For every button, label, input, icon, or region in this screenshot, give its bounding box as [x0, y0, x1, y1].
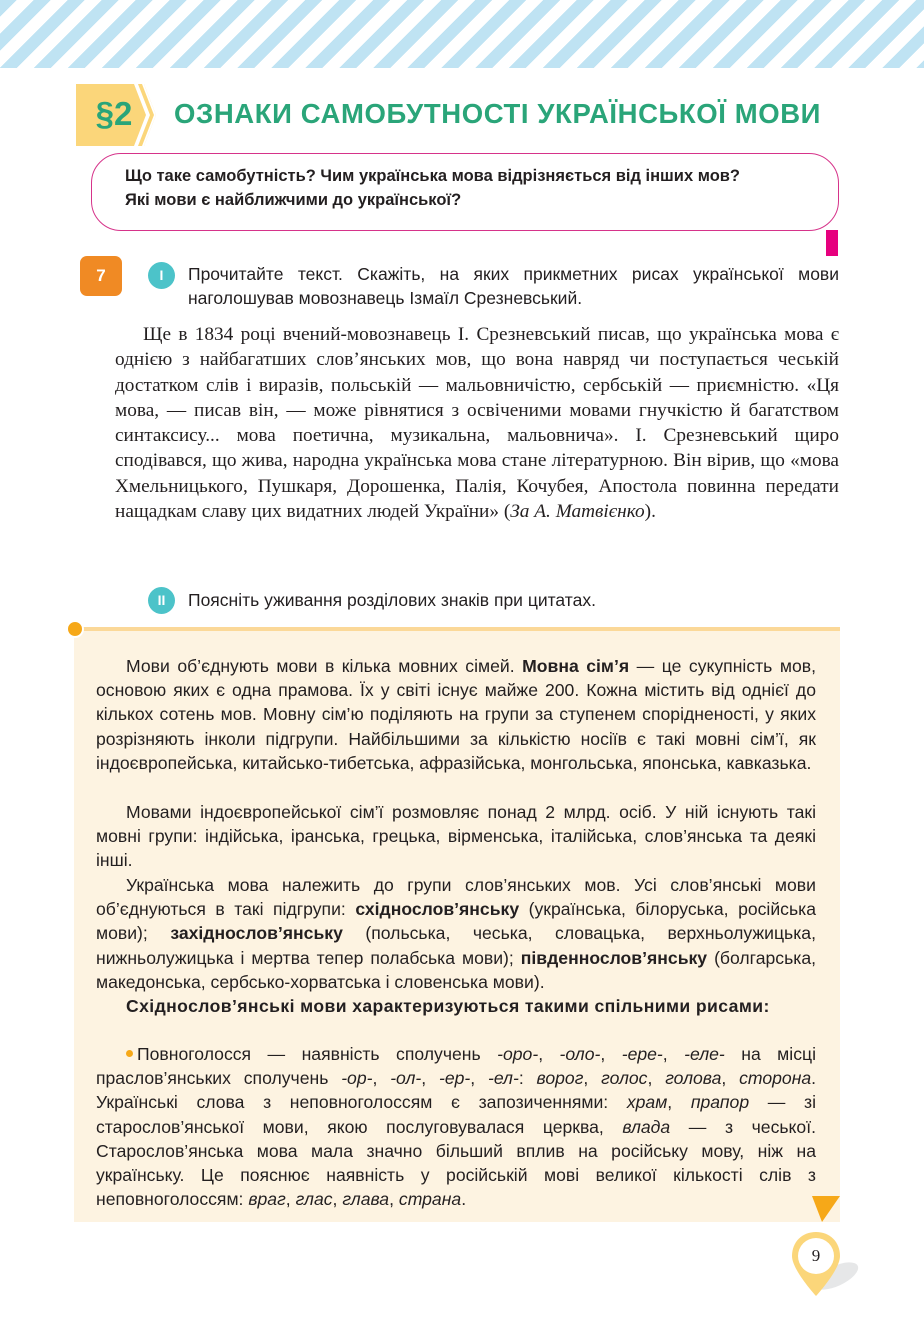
t5d: . Українські слова з неповноголоссям є запозиченнями: — [96, 1068, 817, 1113]
t5-or: -ор- — [341, 1068, 373, 1089]
t5a: Повноголосся — наявність сполучень — [137, 1044, 498, 1064]
theory-top-line — [72, 627, 840, 631]
question-line-2: Які мови є найближчими до української? — [125, 191, 462, 209]
task-marker-1: I — [148, 262, 175, 289]
theory-paragraph-3 — [96, 873, 816, 994]
t5-w3: голова — [665, 1068, 722, 1089]
t5-ol: -ол- — [390, 1068, 422, 1089]
term-east-slavic: східнослов’янську — [355, 899, 520, 920]
t5-w11: страна — [398, 1189, 462, 1210]
t5-w4: сторона — [739, 1068, 812, 1089]
t5-sep12: , — [332, 1189, 343, 1210]
reading-body: Ще в 1834 році вчений-мовознавець І. Срезневський писав, що українська мова є однією з найбагатших слов’янських мов, що вона навряд чи поступається чеській достатком слів і виразів, польській — мальовничістю, сербській — приємністю. «Ця мова, — писав він, — може рівнятися з освіченими мовами гнучкістю й багатством синтаксису... мова поетична, музикальна, мальовнича». І. Срезневський щиро сподівався, що жива, народна українська мова стане літературною. Він вірив, що «мова Хмельницького, Пушкаря, Дорошенка, Палія, Кочубея, Апостола повинна передати нащадкам славу цих видатних людей України» ( — [115, 324, 839, 523]
t5-er: -ер- — [438, 1068, 471, 1089]
theory-paragraph-2: Мовами індоєвропейської сім’ї розмовляє понад 2 млрд. осіб. У ній існують такі мовні групи: індійська, іранська, грецька, вірменська, італійська, слов’янська та деякі інші. — [96, 802, 816, 871]
t5f: — з чеської. Старослов’янська мова мала значно більший вплив на російську мову, ніж на українську. Це пояснює наявність у російській мові великої кількості слів з неповноголоссям: — [96, 1116, 816, 1210]
t5-w7: влада — [622, 1116, 671, 1137]
page-title: ОЗНАКИ САМОБУТНОСТІ УКРАЇНСЬКОЇ МОВИ — [174, 98, 822, 129]
t5-el: -ел- — [487, 1068, 519, 1089]
t5-w9: глас — [295, 1189, 333, 1210]
theory-p3-text-a: Українська мова належить до групи слов’янських мов. Усі слов’янські мови об’єднуються в такі підгрупи: — [96, 875, 816, 920]
t5-sep2: , — [600, 1044, 622, 1064]
t5-sep13: , — [389, 1189, 399, 1210]
theory-heading-east-slavic: Східнослов’янські мови характеризуються такими спільними рисами: — [126, 996, 770, 1016]
t5-sep6: , — [470, 1068, 488, 1089]
term-south-slavic: південнослов’янську — [520, 947, 708, 968]
theory-paragraph-5 — [96, 1042, 816, 1211]
theory-dot-marker — [66, 620, 84, 638]
term-west-slavic: західнослов’янську — [170, 923, 343, 944]
t5-w1: ворог — [536, 1068, 584, 1089]
theory-p1-text-a: Мови об’єднують мови в кілька мовних сімей. — [126, 656, 523, 676]
t5-w8: враг — [248, 1189, 286, 1210]
theory-paragraph-1 — [96, 654, 816, 775]
intro-questions — [125, 164, 825, 212]
task-1-instruction: Прочитайте текст. Скажіть, на яких прикметних рисах української мови наголошував мовознавець Ізмаїл Срезневський. — [188, 264, 839, 308]
t5g: . — [461, 1189, 467, 1210]
t5-w10: глава — [342, 1189, 390, 1210]
t5-w2: голос — [601, 1068, 648, 1089]
page-number-marker — [786, 1226, 866, 1306]
theory-p1-text-b: — це сукупність мов, основою яких є одна прамова. Їх у світі існує майже 200. Кожна містить від однієї до кількох сотень мов. Мовну сім’ю поділяють на групи за ступенем спорідненості, у яких розрізняють інколи підгрупи. Найбільшими за кількістю носіїв є такі мовні сім’ї, як індоєвропейська, китайсько-тибетська, афразійська, монгольська, японська, кавказька. — [96, 656, 816, 773]
t5-sep10: , — [667, 1092, 691, 1113]
t5-w6: прапор — [690, 1092, 750, 1113]
t5-sep3: , — [662, 1044, 685, 1064]
t5-oro: -оро- — [497, 1044, 539, 1064]
reading-source: За А. Матвієнко — [510, 501, 645, 523]
theory-corner-arrow — [812, 1196, 840, 1222]
question-box-corner — [826, 230, 838, 256]
t5-sep7: , — [583, 1068, 602, 1089]
question-line-1: Що таке самобутність? Чим українська мова відрізняється від інших мов? — [125, 167, 741, 185]
reading-text — [115, 322, 839, 524]
bullet-icon — [126, 1050, 133, 1057]
t5-sep1: , — [538, 1044, 560, 1064]
page-number: 9 — [811, 1246, 821, 1265]
t5c: : — [518, 1068, 537, 1089]
reading-end: ). — [644, 501, 656, 523]
exercise-number: 7 — [80, 256, 122, 296]
t5e: — зі старослов’янської мови, якою послуговувалася церква, — [96, 1092, 816, 1137]
paragraph-badge — [76, 84, 156, 146]
task-2-instruction: Поясніть уживання розділових знаків при цитатах. — [188, 590, 596, 610]
t5-ere: -ере- — [621, 1044, 663, 1064]
t5-w5: храм — [626, 1092, 668, 1113]
t5-sep9: , — [721, 1068, 740, 1089]
t5-sep11: , — [285, 1189, 296, 1210]
term-language-family: Мовна сім’я — [522, 656, 630, 676]
theory-p3-text-b: (українська, білоруська, російська мови); — [96, 899, 816, 944]
theory-p3-text-d: (болгарська, македонська, сербсько-хорватська і словенська мови). — [96, 947, 816, 992]
t5-ele: -еле- — [684, 1044, 725, 1064]
t5b: на місці праслов’янських сполучень — [96, 1044, 816, 1089]
t5-sep8: , — [647, 1068, 666, 1089]
theory-p3-text-c: (польська, чеська, словацька, верхньолужицька, нижньолужицька і мертва тепер полабська мови); — [96, 923, 816, 968]
t5-olo: -оло- — [559, 1044, 601, 1064]
t5-sep4: , — [372, 1068, 391, 1089]
task-marker-2: II — [148, 587, 175, 614]
paragraph-number: §2 — [95, 95, 133, 132]
top-stripe-decoration — [0, 0, 924, 68]
t5-sep5: , — [421, 1068, 439, 1089]
